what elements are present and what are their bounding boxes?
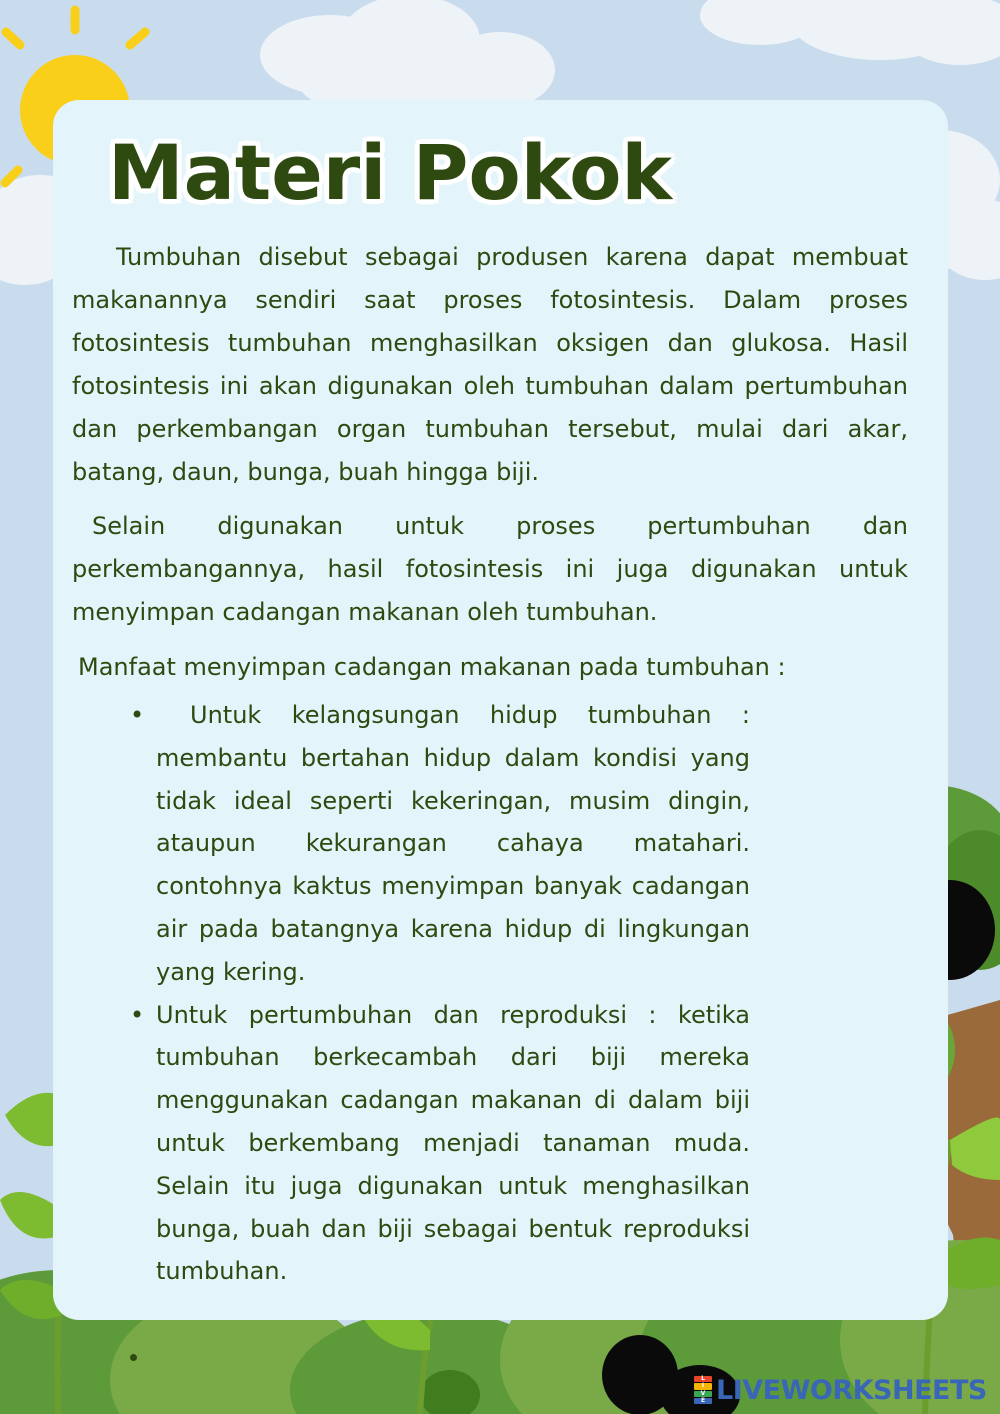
logo-letter: I [694,1383,712,1389]
watermark-text: LIVEWORKSHEETS [716,1374,987,1406]
benefits-heading: Manfaat menyimpan cadangan makanan pada tumbuhan : [78,653,786,681]
list-item-text: Untuk kelangsungan hidup tumbuhan : membantu bertahan hidup dalam kondisi yang tidak ideal seperti kekeringan, musim dingin, ataupun kekurangan cahaya matahari. contohnya kaktus menyimpan banyak cadangan air pada batangnya karena hidup di lingkungan yang kering. [156,701,750,986]
decorative-dot [130,1354,137,1361]
list-item-text: Untuk pertumbuhan dan reproduksi : ketika tumbuhan berkecambah dari biji mereka menggunakan cadangan makanan di dalam biji untuk berkembang menjadi tanaman muda. Selain itu juga digunakan untuk menghasilkan bunga, buah dan biji sebagai bentuk reproduksi tumbuhan. [156,1000,750,1286]
bullet-icon: • [130,701,145,729]
intro-paragraph: Tumbuhan disebut sebagai produsen karena dapat membuat makanannya sendiri saat proses fotosintesis. Dalam proses fotosintesis tumbuhan menghasilkan oksigen dan glukosa. Hasil fotosintesis ini akan digunakan oleh tumbuhan dalam pertumbuhan dan perkembangan organ tumbuhan tersebut, mulai dari akar, batang, daun, bunga, buah hingga biji. [72,243,908,486]
benefits-list [130,694,750,1293]
bullet-icon: • [130,1000,145,1029]
liveworksheets-watermark[interactable] [694,1374,987,1406]
liveworksheets-logo-icon [694,1376,712,1404]
logo-letter: E [694,1398,712,1404]
page-title: Materi Pokok [108,128,672,217]
logo-letter: V [694,1391,712,1397]
logo-letter: L [694,1376,712,1382]
second-paragraph: Selain digunakan untuk proses pertumbuhan dan perkembangannya, hasil fotosintesis ini juga digunakan untuk menyimpan cadangan makanan oleh tumbuhan. [72,512,908,626]
list-item [130,994,750,1294]
list-item [130,694,750,994]
